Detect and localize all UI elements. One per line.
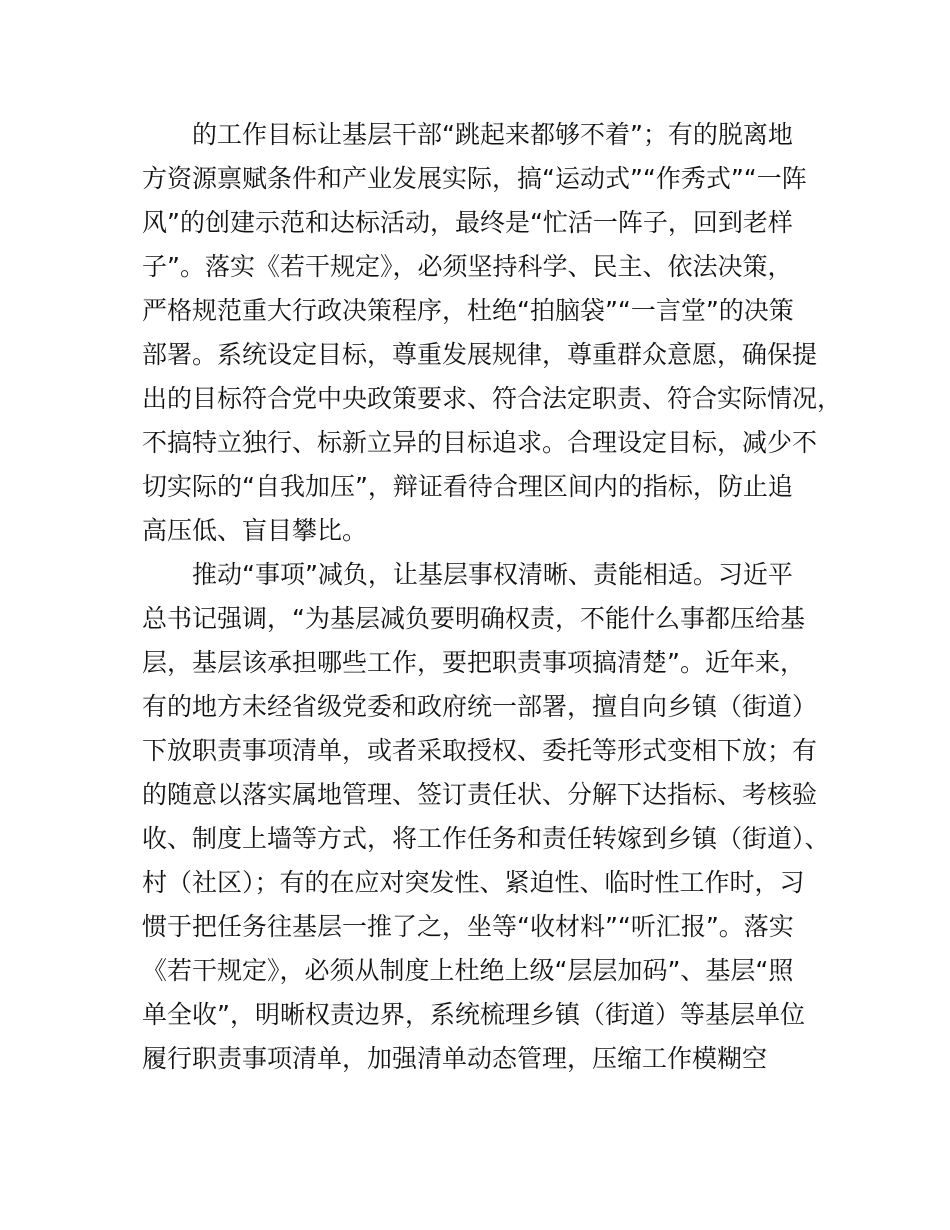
text-line: 严格规范重大行政决策程序，杜绝“拍脑袋”“一言堂”的决策 xyxy=(142,296,794,325)
text-line: 不搞特立独行、标新立异的目标追求。合理设定目标，减少不 xyxy=(142,428,818,457)
paragraph-2 xyxy=(142,553,842,1081)
text-line: 有的地方未经省级党委和政府统一部署，擅自向乡镇（街道） xyxy=(142,692,818,721)
text-line: 部署。系统设定目标，尊重发展规律，尊重群众意愿，确保提 xyxy=(142,340,818,369)
body-text xyxy=(142,113,842,1081)
text-line: 《若干规定》，必须从制度上杜绝上级“层层加码”、基层“照 xyxy=(142,956,794,985)
text-line: 总书记强调，“为基层减负要明确权责，不能什么事都压给基 xyxy=(142,604,805,633)
text-line: 惯于把任务往基层一推了之，坐等“收材料”“听汇报”。落实 xyxy=(142,912,794,941)
text-line: 方资源禀赋条件和产业发展实际，搞“运动式”“作秀式”“一阵 xyxy=(142,164,807,193)
text-line: 子”。落实《若干规定》，必须坚持科学、民主、依法决策， xyxy=(142,252,793,281)
text-line: 的随意以落实属地管理、签订责任状、分解下达指标、考核验 xyxy=(142,780,818,809)
paragraph-1 xyxy=(142,113,842,553)
text-line: 履行职责事项清单，加强清单动态管理，压缩工作模糊空 xyxy=(142,1044,768,1073)
text-line: 高压低、盲目攀比。 xyxy=(142,516,368,545)
text-line: 风”的创建示范和达标活动，最终是“忙活一阵子，回到老样 xyxy=(142,208,793,237)
text-line: 单全收”，明晰权责边界，系统梳理乡镇（街道）等基层单位 xyxy=(142,1000,805,1029)
text-line: 村（社区）；有的在应对突发性、紧迫性、临时性工作时，习 xyxy=(142,868,805,897)
text-line: 出的目标符合党中央政策要求、符合法定职责、符合实际情况， xyxy=(142,384,842,413)
text-line: 层，基层该承担哪些工作，要把职责事项搞清楚”。近年来， xyxy=(142,648,805,677)
text-line: 的工作目标让基层干部“跳起来都够不着”；有的脱离地 xyxy=(192,120,793,149)
text-line: 下放职责事项清单，或者采取授权、委托等形式变相下放；有 xyxy=(142,736,818,765)
text-line: 切实际的“自我加压”，辩证看待合理区间内的指标，防止追 xyxy=(142,472,793,501)
text-line: 收、制度上墙等方式，将工作任务和责任转嫁到乡镇（街道）、 xyxy=(142,824,830,853)
text-line: 推动“事项”减负，让基层事权清晰、责能相适。习近平 xyxy=(192,560,793,589)
